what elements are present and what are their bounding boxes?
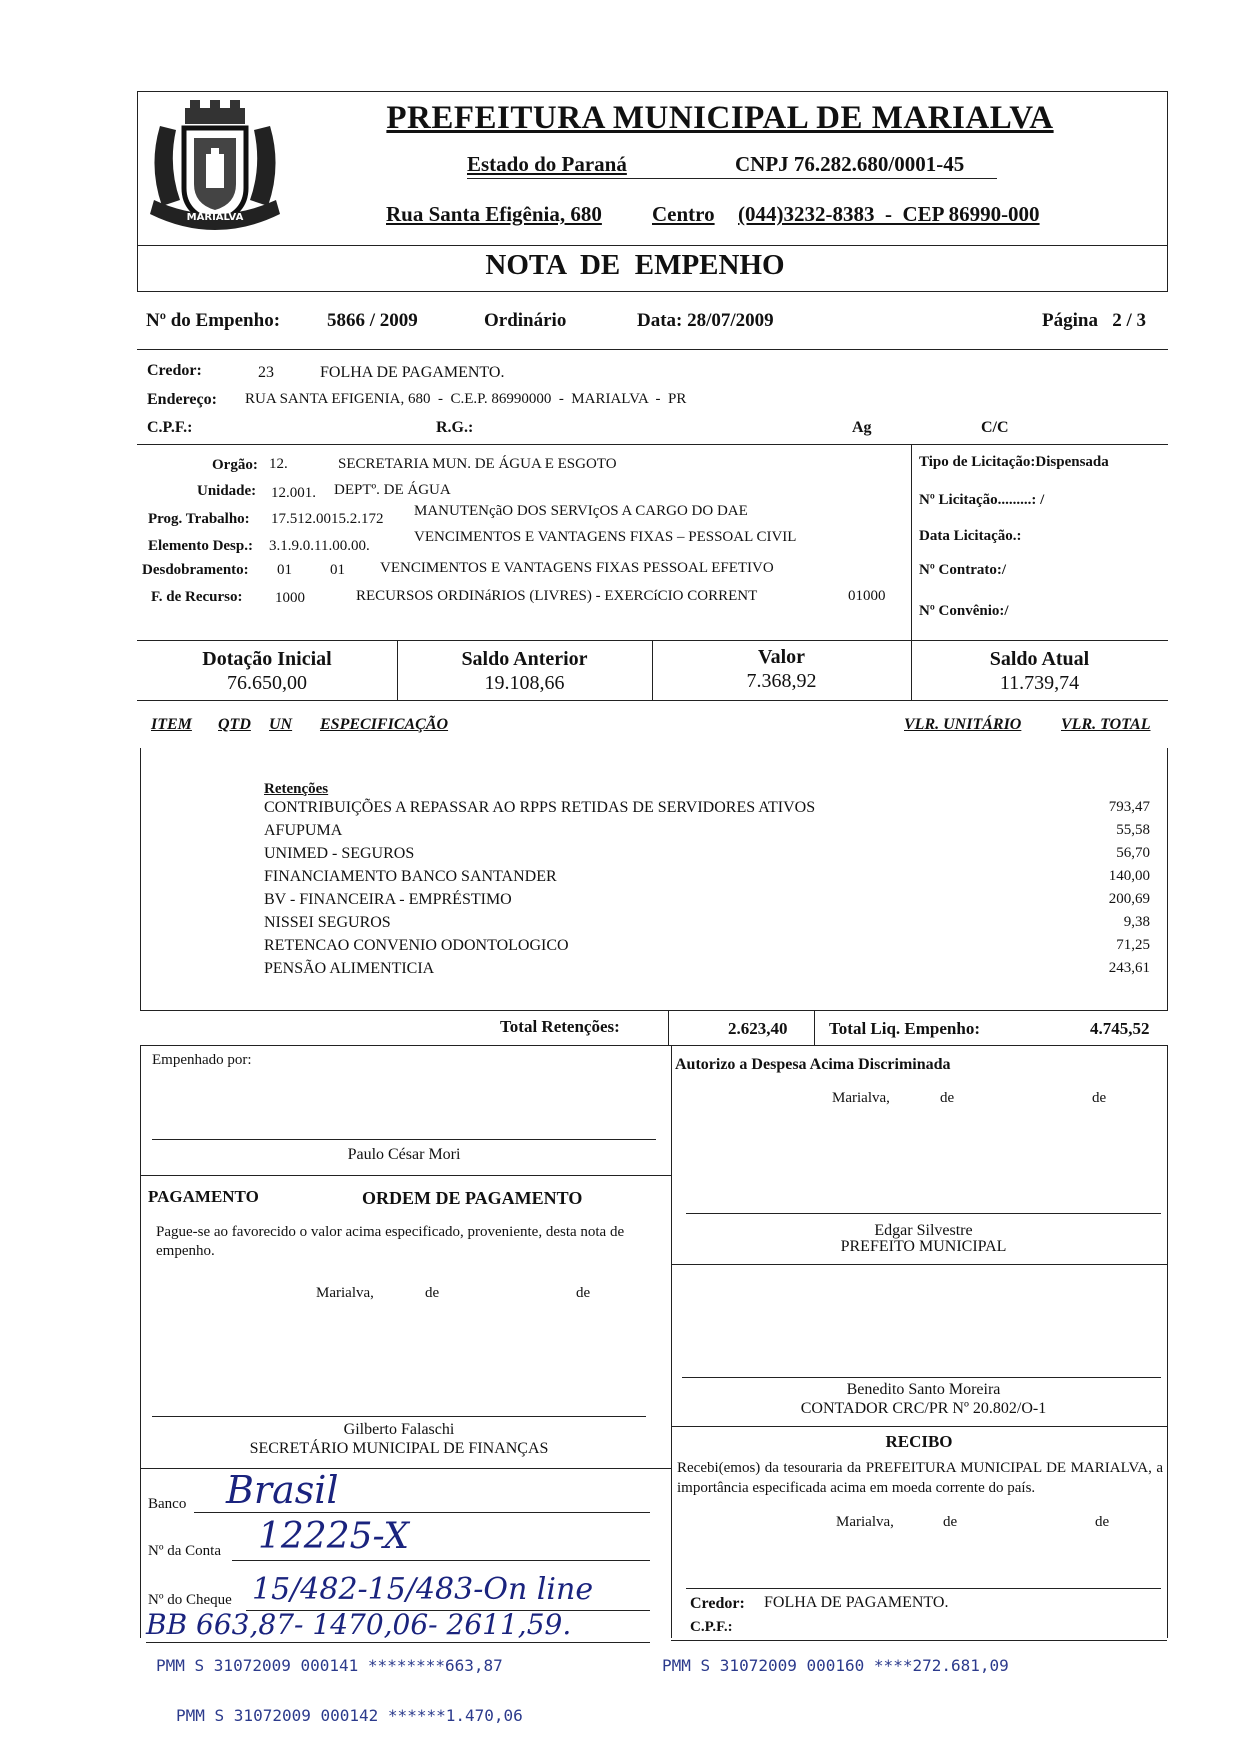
elemento-label: Elemento Desp.: — [148, 538, 253, 554]
banco-label: Banco — [148, 1496, 187, 1512]
banco-line — [194, 1512, 650, 1513]
contador-top-line — [671, 1264, 1167, 1265]
endereco-label: Endereço: — [147, 391, 217, 408]
empenhado-por-label: Empenhado por: — [152, 1052, 252, 1068]
table-row — [264, 937, 1150, 960]
empenho-label: Nº do Empenho: — [146, 310, 281, 331]
elemento-code: 3.1.9.0.11.00.00. — [269, 538, 370, 554]
pagamento-de-2: de — [576, 1285, 591, 1301]
document-title: NOTA DE EMPENHO — [485, 249, 785, 281]
saldo-label-atual: Saldo Atual — [989, 648, 1090, 670]
ordem-pagamento-label: ORDEM DE PAGAMENTO — [362, 1188, 583, 1208]
credor-code: 23 — [258, 364, 274, 381]
bank-stamp-3: PMM S 31072009 000142 ******1.470,06 — [176, 1706, 523, 1725]
retencao-value: 56,70 — [1116, 845, 1150, 861]
recibo-credor-nome: FOLHA DE PAGAMENTO. — [764, 1594, 949, 1611]
saldo-label-dotacao: Dotação Inicial — [202, 648, 332, 670]
contador-cargo: CONTADOR CRC/PR Nº 20.802/O-1 — [800, 1400, 1047, 1417]
bank-stamp-1: PMM S 31072009 000141 ********663,87 — [156, 1656, 503, 1675]
cpf-label: C.P.F.: — [147, 419, 193, 436]
signatures-left-border — [140, 1045, 141, 1638]
header-district: Centro — [652, 202, 715, 226]
recibo-cpf-label: C.P.F.: — [690, 1619, 733, 1635]
table-row — [264, 845, 1150, 868]
empenhado-nome: Paulo César Mori — [347, 1146, 461, 1163]
header-state: Estado do Paraná — [467, 152, 627, 176]
contador-nome: Benedito Santo Moreira — [846, 1381, 1001, 1398]
prefeito-signature-line — [686, 1213, 1161, 1214]
desdobramento-label: Desdobramento: — [142, 562, 249, 578]
header-address: Rua Santa Efigênia, 680 — [386, 202, 602, 226]
empenho-type: Ordinário — [484, 310, 567, 331]
recibo-text: Recebi(emos) da tesouraria da PREFEITURA MUNICIPAL DE MARIALVA, a importância especificada acima em moeda corrente do país. — [677, 1460, 1163, 1496]
header-state-underline — [467, 178, 997, 179]
totals-bottom-line — [140, 1045, 1168, 1046]
autorizo-label: Autorizo a Despesa Acima Discriminada — [675, 1056, 951, 1073]
page-number: Página 2 / 3 — [1042, 310, 1146, 331]
col-un: UN — [269, 716, 293, 733]
signatures-bottom-line — [671, 1640, 1167, 1641]
cc-label: C/C — [981, 419, 1009, 436]
saldo-value-valor: 7.368,92 — [746, 670, 817, 692]
cheque-value: 15/482-15/483-On line — [252, 1572, 594, 1607]
prog-desc: MANUTENçãO DOS SERVIçOS A CARGO DO DAE — [414, 503, 748, 519]
banco-top-line — [140, 1468, 671, 1469]
header-phone-cep: (044)3232-8383 - CEP 86990-000 — [738, 202, 1040, 226]
orgao-code: 12. — [269, 456, 288, 472]
retencao-desc: UNIMED - SEGUROS — [264, 845, 415, 862]
table-row — [264, 891, 1150, 914]
orgao-desc: SECRETARIA MUN. DE ÁGUA E ESGOTO — [338, 456, 617, 472]
unidade-label: Unidade: — [197, 483, 257, 499]
prefeito-nome: Edgar Silvestre — [874, 1222, 973, 1239]
recibo-local: Marialva, — [836, 1514, 894, 1530]
secretario-signature-line — [152, 1416, 646, 1417]
licitacao-numero: Nº Licitação.........: / — [919, 492, 1045, 508]
endereco-value: RUA SANTA EFIGENIA, 680 - C.E.P. 86990000 - MARIALVA - PR — [245, 391, 687, 407]
retencao-value: 140,00 — [1108, 868, 1150, 884]
items-left-border — [140, 748, 141, 1011]
pagamento-de-1: de — [425, 1285, 440, 1301]
recurso-label: F. de Recurso: — [151, 589, 243, 605]
credor-divider — [137, 444, 1168, 445]
total-retencoes-value: 2.623,40 — [728, 1019, 788, 1038]
saldo-label-anterior: Saldo Anterior — [461, 648, 588, 670]
orgao-label: Orgão: — [212, 457, 258, 473]
secretario-cargo: SECRETÁRIO MUNICIPAL DE FINANÇAS — [249, 1440, 549, 1457]
recurso-code: 1000 — [275, 590, 305, 606]
table-row — [264, 822, 1150, 845]
cheque-line2: BB 663,87- 1470,06- 2611,59. — [146, 1608, 572, 1641]
pagamento-label: PAGAMENTO — [148, 1187, 259, 1206]
coat-of-arms-logo — [140, 96, 290, 242]
licitacao-convenio: Nº Convênio:/ — [919, 603, 1009, 619]
retencao-desc: BV - FINANCEIRA - EMPRÉSTIMO — [264, 891, 512, 908]
licitacao-tipo: Tipo de Licitação:Dispensada — [919, 454, 1109, 470]
retencao-desc: NISSEI SEGUROS — [264, 914, 391, 931]
recibo-top-line — [671, 1426, 1167, 1427]
empenhado-signature-line — [152, 1139, 656, 1140]
pague-se-text: Pague-se ao favorecido o valor acima especificado, proveniente, desta nota de empenho. — [156, 1224, 625, 1259]
pagamento-local: Marialva, — [316, 1285, 374, 1301]
autorizo-de-2: de — [1092, 1090, 1107, 1106]
total-liq-label: Total Liq. Empenho: — [829, 1019, 980, 1038]
prefeito-cargo: PREFEITO MUNICIPAL — [840, 1238, 1007, 1255]
recibo-de-2: de — [1095, 1514, 1110, 1530]
cheque-label: Nº do Cheque — [148, 1592, 232, 1608]
empenho-value: 5866 / 2009 — [327, 310, 418, 331]
conta-label: Nº da Conta — [148, 1543, 221, 1559]
signatures-middle-border — [671, 1045, 672, 1638]
unidade-desc: DEPTº. DE ÁGUA — [334, 482, 451, 498]
bank-stamp-2: PMM S 31072009 000160 ****272.681,09 — [662, 1656, 1009, 1675]
retencao-value: 55,58 — [1116, 822, 1150, 838]
credor-name: FOLHA DE PAGAMENTO. — [320, 364, 505, 381]
table-row — [264, 960, 1150, 983]
table-row — [264, 868, 1150, 891]
table-row — [264, 799, 1150, 822]
retencao-value: 71,25 — [1116, 937, 1150, 953]
totals-top-line — [140, 1010, 1168, 1011]
saldo-value-dotacao: 76.650,00 — [227, 672, 307, 694]
desdobramento-a: 01 — [277, 562, 292, 578]
prog-label: Prog. Trabalho: — [148, 511, 250, 527]
banco-value: Brasil — [226, 1468, 339, 1512]
retencao-value: 9,38 — [1123, 914, 1150, 930]
credor-label: Credor: — [147, 362, 202, 379]
retencao-desc: PENSÃO ALIMENTICIA — [264, 960, 435, 977]
recibo-credor-label: Credor: — [690, 1595, 745, 1612]
retencao-value: 243,61 — [1108, 960, 1150, 976]
cheque-bottom-line — [146, 1642, 650, 1643]
autorizo-de-1: de — [940, 1090, 955, 1106]
licitacao-data: Data Licitação.: — [919, 528, 1022, 544]
retencao-desc: FINANCIAMENTO BANCO SANTANDER — [264, 868, 557, 885]
col-vlr-unitario: VLR. UNITÁRIO — [904, 716, 1022, 733]
totals-sep-2 — [814, 1010, 815, 1045]
total-retencoes-label: Total Retenções: — [500, 1017, 620, 1036]
secretario-nome: Gilberto Falaschi — [343, 1421, 455, 1438]
header-cnpj: CNPJ 76.282.680/0001-45 — [735, 152, 965, 176]
totals-sep-1 — [668, 1010, 669, 1045]
ag-label: Ag — [852, 419, 872, 436]
recibo-title: RECIBO — [885, 1432, 953, 1451]
recurso-desc: RECURSOS ORDINáRIOS (LIVRES) - EXERCíCIO CORRENT — [356, 588, 758, 604]
contador-signature-line — [682, 1377, 1161, 1378]
recibo-de-1: de — [943, 1514, 958, 1530]
desdobramento-desc: VENCIMENTOS E VANTAGENS FIXAS PESSOAL EFETIVO — [380, 560, 774, 576]
header-divider — [137, 245, 1168, 246]
total-liq-value: 4.745,52 — [1090, 1019, 1150, 1038]
rg-label: R.G.: — [436, 419, 474, 436]
saldos-bottom-line — [137, 700, 1168, 701]
retencao-desc: AFUPUMA — [264, 822, 343, 839]
saldo-value-atual: 11.739,74 — [999, 672, 1080, 694]
retencoes-title: Retenções — [264, 781, 329, 797]
autorizo-local: Marialva, — [832, 1090, 890, 1106]
conta-value: 12225-X — [258, 1516, 410, 1557]
saldo-value-anterior: 19.108,66 — [484, 672, 565, 694]
empenho-date: Data: 28/07/2009 — [637, 310, 774, 331]
col-qtd: QTD — [218, 716, 251, 733]
prog-code: 17.512.0015.2.172 — [271, 511, 384, 527]
retencao-value: 200,69 — [1108, 891, 1150, 907]
pagamento-top-line — [140, 1175, 671, 1176]
col-vlr-total: VLR. TOTAL — [1061, 716, 1151, 733]
items-right-border — [1167, 748, 1168, 1011]
recurso-code2: 01000 — [848, 588, 886, 604]
col-item: ITEM — [151, 716, 192, 733]
elemento-desc: VENCIMENTOS E VANTAGENS FIXAS – PESSOAL CIVIL — [414, 529, 797, 545]
header-title: PREFEITURA MUNICIPAL DE MARIALVA — [386, 100, 1054, 136]
retencoes-list — [264, 799, 1150, 983]
retencao-desc: RETENCAO CONVENIO ODONTOLOGICO — [264, 937, 569, 954]
unidade-code: 12.001. — [271, 485, 316, 501]
svg-text:MARIALVA: MARIALVA — [186, 212, 244, 223]
retencao-value: 793,47 — [1108, 799, 1150, 815]
info-divider — [137, 349, 1168, 350]
retencao-desc: CONTRIBUIÇÕES A REPASSAR AO RPPS RETIDAS DE SERVIDORES ATIVOS — [264, 799, 816, 816]
recibo-signature-line — [686, 1588, 1161, 1589]
conta-line — [232, 1560, 650, 1561]
saldo-label-valor: Valor — [757, 646, 806, 668]
table-row — [264, 914, 1150, 937]
licitacao-contrato: Nº Contrato:/ — [919, 562, 1007, 578]
col-especificacao: ESPECIFICAÇÃO — [320, 716, 449, 733]
desdobramento-b: 01 — [330, 562, 345, 578]
signatures-right-border — [1167, 1045, 1168, 1638]
